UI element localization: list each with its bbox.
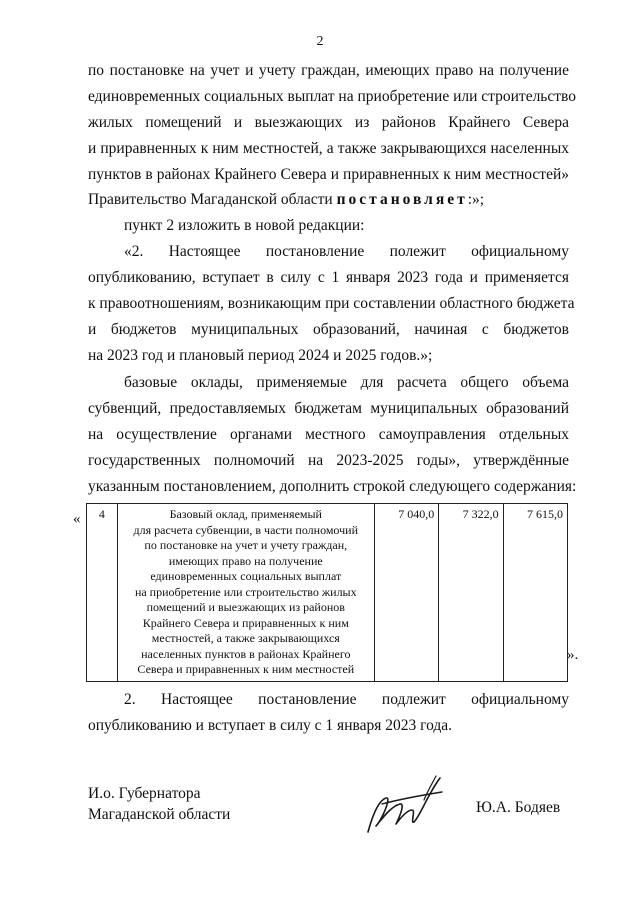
value-2023: 7 040,0 <box>374 504 438 682</box>
paragraph-3 <box>88 239 575 368</box>
signatory-title-line: Магаданской области <box>88 806 231 823</box>
paragraph-5 <box>88 687 569 739</box>
text-line: по постановке на учет и учету граждан, имеющих право на получение <box>88 62 569 79</box>
cell-line: населенных пунктов в районах Крайнего <box>141 646 351 661</box>
text-line: жилых помещений и выезжающих из районов Крайнего Севера <box>88 113 569 131</box>
handwritten-signature <box>362 770 452 840</box>
emphasized-verb: постановляет <box>336 191 468 209</box>
text-line-last <box>88 187 569 213</box>
paragraph-4 <box>88 370 577 499</box>
text-line: опубликованию, вступает в силу с 1 января 2023 года и применяется <box>88 268 569 286</box>
close-quote: ». <box>567 647 579 663</box>
value-2025: 7 615,0 <box>503 504 567 682</box>
cell-line: имеющих право на получение <box>168 553 323 568</box>
cell-line: по постановке на учет и учету граждан, <box>144 538 348 552</box>
table-row <box>87 504 568 682</box>
value-2024: 7 322,0 <box>439 504 503 682</box>
cell-line: единовременных социальных выплат <box>150 569 342 583</box>
text-line: к правоотношениям, возникающим при составлении областного бюджета <box>88 294 575 312</box>
row-number: 4 <box>87 504 118 682</box>
inserted-table <box>86 503 568 682</box>
cell-line: для расчета субвенции, в части полномочий <box>133 522 359 537</box>
paragraph-2 <box>88 213 569 239</box>
text-line: и бюджетов муниципальных образований, начиная с бюджетов <box>88 320 569 338</box>
text-line: субвенций, предоставляемых бюджетам муниципальных образований <box>88 399 569 417</box>
text-line: государственных полномочий на 2023-2025 годы», утверждённые <box>88 451 569 469</box>
cell-line: Севера и приравненных к ним местностей <box>137 662 355 676</box>
text-line: пункт 2 изложить в новой редакции: <box>124 217 365 234</box>
page-number: 2 <box>316 34 324 49</box>
text-line: на осуществление органами местного самоуправления отдельных <box>88 425 569 443</box>
text-line: единовременных социальных выплат на приобретение или строительство <box>88 87 576 105</box>
text-line: пунктов в районах Крайнего Севера и приравненных к ним местностей» <box>88 165 569 183</box>
text-line: базовые оклады, применяемые для расчета общего объема <box>124 374 569 391</box>
signatory-name: Ю.А. Бодяев <box>476 799 561 816</box>
text-span: Правительство Магаданской области <box>88 191 333 209</box>
open-quote: « <box>73 511 81 527</box>
cell-line: Базовый оклад, применяемый <box>169 507 322 521</box>
text-line: на 2023 год и плановый период 2024 и 2025 годов.»; <box>88 346 433 364</box>
signatory-title <box>88 783 230 825</box>
text-line: указанным постановлением, дополнить строкой следующего содержания: <box>88 477 577 495</box>
text-span: :»; <box>467 191 485 209</box>
text-line: «2. Настоящее постановление полежит официальному <box>124 243 569 260</box>
row-name <box>117 504 374 682</box>
cell-line: местностей, а также закрывающихся <box>151 631 340 645</box>
cell-line: Крайнего Севера и приравненных к ним <box>142 615 349 630</box>
paragraph-1 <box>88 58 576 213</box>
cell-line: на приобретение или строительство жилых <box>134 584 357 599</box>
text-line: и приравненных к ним местностей, а также закрывающихся населенных <box>88 139 569 157</box>
signatory-title-line: И.о. Губернатора <box>88 785 201 802</box>
cell-line: помещений и выезжающих из районов <box>146 600 345 614</box>
text-line: опубликованию и вступает в силу с 1 января 2023 года. <box>88 716 453 734</box>
text-line: 2. Настоящее постановление подлежит официальному <box>124 691 569 708</box>
